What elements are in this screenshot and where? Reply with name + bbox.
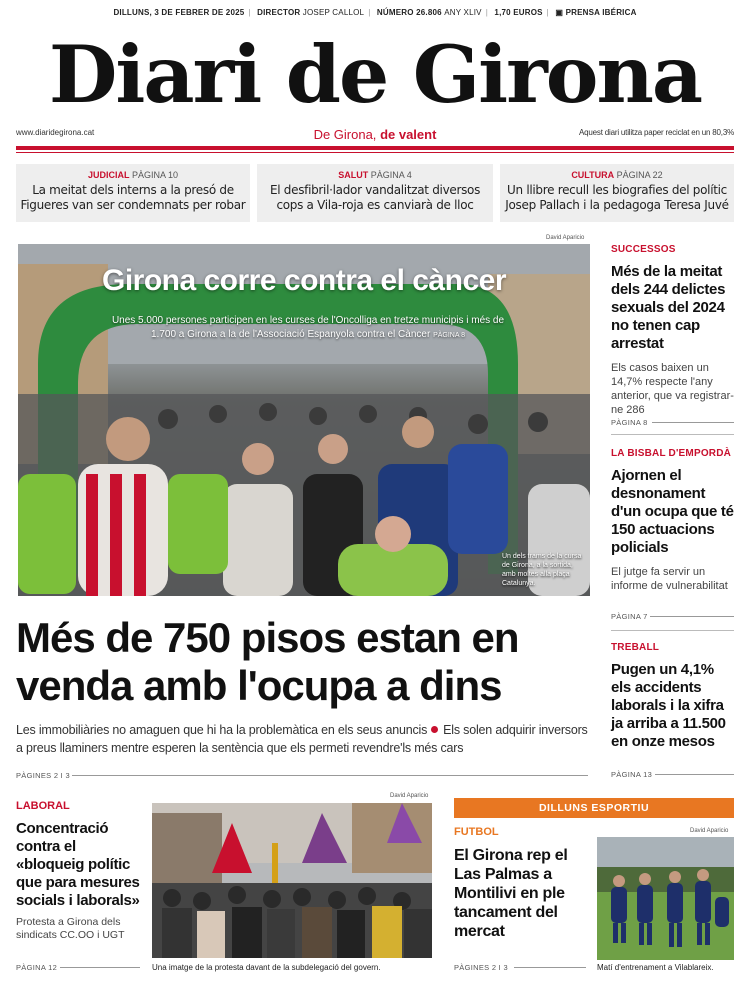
masthead-title[interactable]: Diari de Girona — [48, 28, 702, 121]
edition-bar: DILLUNS, 3 DE FEBRER DE 2025 | DIRECTOR JOSEP CALLOL | NÚMERO 26.806 ANY XLIV | 1,70 EUROS | ▣ PRENSA IBÉRICA — [113, 8, 637, 17]
group-name: PRENSA IBÉRICA — [565, 8, 637, 17]
sidebar-headline: Més de la meitat dels 244 delictes sexuals del 2024 no tenen cap arrestat — [611, 263, 726, 352]
futbol-section: FUTBOL — [454, 826, 499, 838]
teaser-cultura[interactable] — [500, 164, 734, 222]
recycle-note: Aquest diari utilitza paper reciclat en un 80,3% — [579, 128, 734, 137]
lead-standfirst — [16, 721, 596, 757]
sidebar-headline: Ajornen el desnonament d'un ocupa que té 150 actuacions policials — [611, 467, 734, 556]
training-illustration — [597, 837, 734, 960]
standfirst-part-a: Les immobiliàries no amaguen que hi ha la problemàtica en els seus anuncis — [16, 723, 428, 737]
laboral-story[interactable] — [16, 800, 146, 942]
sidebar-headline: Pugen un 4,1% els accidents laborals i la xifra ja arriba a 11.500 en onze mesos — [611, 661, 726, 750]
training-photo-credit: David Aparicio — [690, 828, 729, 834]
teaser-section: SALUT — [338, 170, 369, 180]
teaser-section: JUDICIAL — [87, 170, 130, 180]
teaser-text: Un llibre recull les biografies del polític Josep Pallach i la pedagoga Teresa Juvé — [505, 183, 729, 212]
main-photo[interactable] — [18, 244, 590, 596]
issue-number: NÚMERO 26.806 — [376, 8, 442, 17]
futbol-story[interactable] — [454, 826, 588, 941]
director-label: DIRECTOR — [257, 8, 301, 17]
sidebar-text: Els casos baixen un 14,7% respecte l'any anterior, que va registrar-ne 286 — [611, 362, 734, 416]
photo-title: Girona corre contra el càncer — [101, 264, 506, 297]
tagline-part-a: De Girona, — [313, 127, 377, 142]
divider — [72, 775, 588, 776]
sidebar-page[interactable]: PÀGINA 7 — [611, 612, 648, 621]
issue-year: ANY XLIV — [444, 8, 482, 17]
sidebar-section: TREBALL — [611, 642, 660, 653]
teaser-judicial[interactable] — [16, 164, 250, 222]
bullet-dot-icon — [431, 726, 438, 733]
teaser-page: PÀGINA 22 — [616, 170, 663, 180]
website-link[interactable]: www.diaridegirona.cat — [16, 128, 95, 137]
protest-caption: Una imatge de la protesta davant de la subdelegació del govern. — [152, 963, 381, 972]
divider — [655, 774, 734, 775]
teaser-page: PÀGINA 4 — [370, 170, 412, 180]
teaser-text: El desfibril·lador vandalitzat diversos cops a Vila-roja es canviarà de lloc — [269, 183, 481, 212]
training-photo[interactable] — [597, 837, 734, 960]
masthead-rule — [16, 146, 734, 150]
sidebar-page[interactable]: PÀGINA 8 — [611, 418, 648, 427]
divider — [650, 616, 734, 617]
lead-page[interactable]: PÀGINES 2 I 3 — [16, 771, 70, 780]
protest-photo[interactable] — [152, 803, 432, 958]
protest-illustration — [152, 803, 432, 958]
protest-photo-credit: David Aparicio — [390, 793, 429, 799]
price: 1,70 EUROS — [494, 8, 543, 17]
edition-date: DILLUNS, 3 DE FEBRER DE 2025 — [113, 8, 245, 17]
lead-headline[interactable]: Més de 750 pisos estan en venda amb l'ocupa a dins — [16, 614, 519, 709]
sidebar-text: El jutge fa servir un informe de vulnerabilitat — [611, 566, 728, 592]
divider — [514, 967, 586, 968]
training-caption: Matí d'entrenament a Vilablareix. — [597, 963, 714, 972]
sidebar-page[interactable]: PÀGINA 13 — [611, 770, 653, 779]
masthead-rule-thin — [16, 152, 734, 153]
divider — [60, 967, 140, 968]
divider — [652, 422, 734, 423]
divider — [611, 630, 734, 631]
standfirst-part-b: Els solen adquirir inversors a preus llaminers mentre esperen la sentència que els permeti revendre'ls més cars — [16, 723, 588, 755]
laboral-text: Protesta a Girona dels sindicats CC.OO i UGT — [16, 916, 125, 941]
laboral-headline: Concentració contra el «bloqueig polític que para mesures socials i laborals» — [16, 820, 140, 909]
teaser-section: CULTURA — [571, 170, 615, 180]
sidebar-section: LA BISBAL D'EMPORDÀ — [611, 448, 732, 459]
teaser-salut[interactable] — [257, 164, 493, 222]
photo-credit: David Aparicio — [546, 235, 585, 241]
photo-subtitle-text: Unes 5.000 persones participen en les curses de l'Oncolliga en tretze municipis i més de 1.700 a Girona a la de l'Associació Espanyola contra el Càncer — [111, 315, 505, 340]
group-icon: ▣ — [555, 8, 564, 17]
sidebar-story-treball[interactable] — [611, 642, 734, 751]
futbol-headline: El Girona rep el Las Palmas a Montilivi en ple tancament del mercat — [454, 847, 568, 940]
teaser-page: PÀGINA 10 — [132, 170, 179, 180]
photo-caption: Un dels trams de la cursa de Girona, a la sortida, amb moltes alla plaça Catalunya. — [502, 553, 582, 587]
photo-subtitle — [108, 314, 508, 343]
sidebar-section: SUCCESSOS — [611, 244, 676, 255]
director-name: JOSEP CALLOL — [302, 8, 365, 17]
divider — [611, 434, 734, 435]
tagline-part-b: de valent — [380, 127, 437, 142]
teaser-text: La meitat dels interns a la presó de Figueres van ser condemnats per robar — [20, 183, 246, 212]
laboral-page[interactable]: PÀGINA 12 — [16, 963, 58, 972]
photo-subtitle-page: PÀGINA 8 — [433, 332, 465, 339]
sidebar-story-bisbal[interactable] — [611, 448, 734, 593]
futbol-page[interactable]: PÀGINES 2 I 3 — [454, 963, 508, 972]
laboral-section: LABORAL — [16, 800, 70, 812]
sport-band[interactable]: DILLUNS ESPORTIU — [454, 798, 734, 818]
sidebar-story-successos[interactable] — [611, 244, 734, 417]
